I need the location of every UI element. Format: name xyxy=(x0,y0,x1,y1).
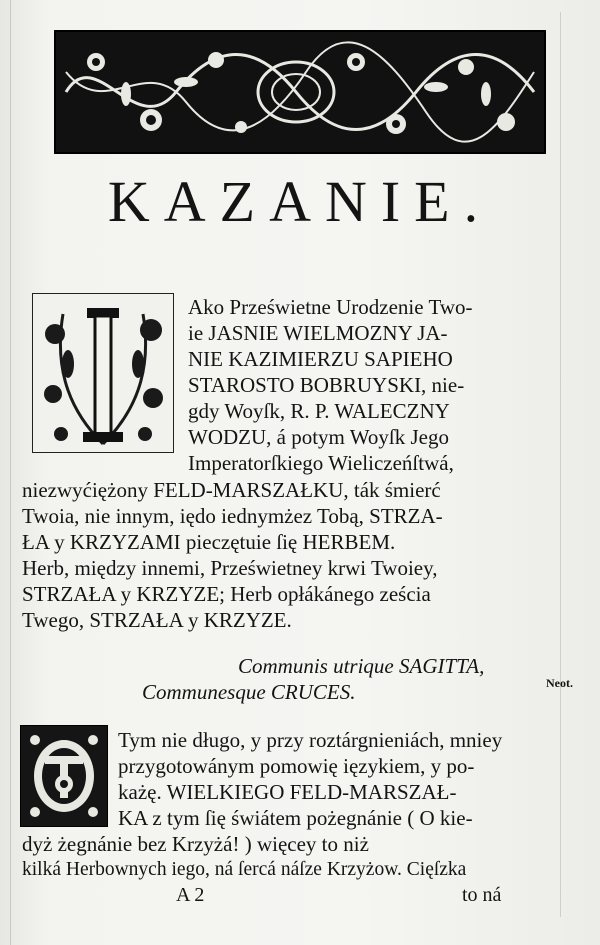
ornamental-headpiece xyxy=(54,30,546,154)
text-line: STRZAŁA y KRZYZE; Herb opłákánego ześcia xyxy=(22,582,431,606)
bleed-through-line xyxy=(560,12,561,917)
text-line: WODZU, á potym Woyſk Jego xyxy=(188,425,449,449)
text-line: ŁA y KRZYZAMI pieczętuie ſię HERBEM. xyxy=(22,530,396,554)
text-line: Twego, STRZAŁA y KRZYZE. xyxy=(22,608,292,632)
text-line: Ako Prześwietne Urodzenie Two- xyxy=(188,295,473,319)
text-line: Twoia, nie innym, iędo iednymżez Tobą, STRZA- xyxy=(22,504,443,528)
text-line: Herb, między innemi, Prześwietney krwi Twoiey, xyxy=(22,556,438,580)
decorated-initial-i xyxy=(32,293,174,453)
text-line: kilká Herbownych iego, ná ſercá náſze Krzyżow. Cięſzka xyxy=(22,859,467,880)
text-line: Imperatorſkiego Wieliczeńſtwá, xyxy=(188,451,454,475)
signature-mark: A 2 xyxy=(176,884,205,906)
decorated-initial-t xyxy=(20,725,108,827)
page-title: KAZANIE. xyxy=(107,169,493,234)
text-line: ie JASNIE WIELMOZNY JA- xyxy=(188,321,448,345)
page-edge-line xyxy=(10,0,11,945)
text-line: gdy Woyſk, R. P. WALECZNY xyxy=(188,399,450,423)
text-line: każę. WIELKIEGO FELD-MARSZAŁ- xyxy=(118,780,457,804)
text-line: dyż żegnánie bez Krzyżá! ) więcey to niż xyxy=(22,832,369,856)
text-line: NIE KAZIMIERZU SAPIEHO xyxy=(188,347,453,371)
text-line: Tym nie długo, y przy roztárgnieniách, mniey xyxy=(118,728,503,752)
text-line: KA z tym ſię świátem pożegnánie ( O kie- xyxy=(118,806,473,830)
latin-quote-line: Communis utrique SAGITTA, xyxy=(238,654,485,678)
latin-quote-line: Communesque CRUCES. xyxy=(142,680,356,704)
text-line: przygotowánym pomowię ięzykiem, y po- xyxy=(118,754,475,778)
text-line: STAROSTO BOBRUYSKI, nie- xyxy=(188,373,465,397)
catchword: to ná xyxy=(462,884,502,906)
margin-note: Neot. xyxy=(546,676,573,690)
text-line: niezwyćiężony FELD-MARSZAŁKU, ták śmierć xyxy=(22,478,441,502)
